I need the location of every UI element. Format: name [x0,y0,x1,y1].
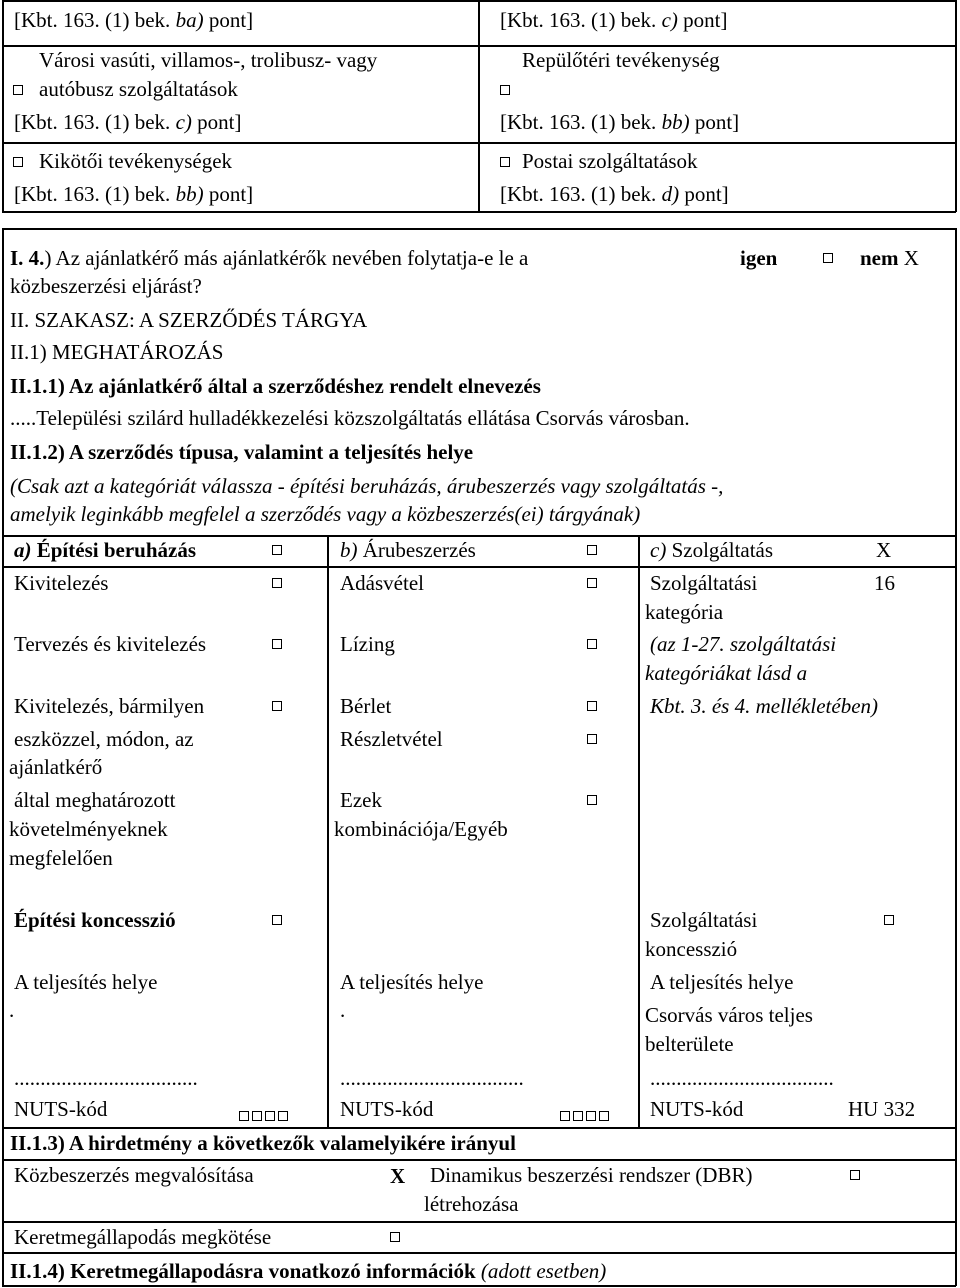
divider-line [2,1127,956,1129]
service-concession-label-cont: koncesszió [645,937,738,961]
no-mark: X [903,246,919,270]
supplies-option-checkbox[interactable] [587,795,597,805]
works-option-cont: által meghatározott [14,788,176,812]
works-concession-label: Építési koncesszió [14,908,176,932]
yes-checkbox[interactable] [823,253,833,263]
column-divider [638,535,640,1128]
column-divider [327,535,329,1128]
divider-line [2,1252,956,1254]
dbr-label-cont: létrehozása [424,1192,519,1216]
service-category-note: Kbt. 3. és 4. mellékletében) [650,694,879,718]
place-label: A teljesítés helye [650,970,794,994]
frame-right [955,0,957,212]
divider-line [2,1221,956,1223]
place-value: . [340,998,346,1022]
nuts-code-boxes[interactable] [239,1104,291,1125]
instruction-note: amelyik leginkább megfelel a szerződés vagy a közbeszerzés(ei) tárgyának) [10,502,641,526]
framework-checkbox[interactable] [390,1232,400,1242]
no-option: nem X [860,246,919,270]
supplies-option-checkbox[interactable] [587,639,597,649]
works-option: Kivitelezés, bármilyen [14,694,205,718]
place-label: A teljesítés helye [14,970,158,994]
section-heading: II. SZAKASZ: A SZERZŐDÉS TÁRGYA [10,308,368,332]
supplies-option: Ezek [340,788,382,812]
ref-line: [Kbt. 163. (1) bek. c) pont] [500,8,728,32]
divider-line [2,535,956,537]
subsection-heading: II.1.3) A hirdetmény a következők valamelyikére irányul [10,1131,516,1155]
supplies-option-checkbox[interactable] [587,734,597,744]
ref-line: [Kbt. 163. (1) bek. bb) pont] [500,110,740,134]
framework-label: Keretmegállapodás megkötése [14,1225,272,1249]
public-procurement-label: Közbeszerzés megvalósítása [14,1163,254,1187]
instruction-note: (Csak azt a kategóriát válassza - építési beruházás, árubeszerzés vagy szolgáltatás -, [10,474,724,498]
airport-label: Repülőtéri tevékenység [522,48,720,72]
dbr-checkbox[interactable] [850,1170,860,1180]
works-option-cont: ajánlatkérő [9,755,103,779]
type-works-label: a) Építési beruházás [14,538,197,562]
service-concession-label: Szolgáltatási [650,908,758,932]
postal-label: Postai szolgáltatások [522,149,698,173]
type-services-label: c) Szolgáltatás [650,538,774,562]
subsection-heading: II.1) MEGHATÁROZÁS [10,340,224,364]
service-category-note: (az 1-27. szolgáltatási [650,632,837,656]
type-supplies-checkbox[interactable] [587,545,597,555]
service-concession-checkbox[interactable] [884,915,894,925]
works-option: Kivitelezés [14,571,109,595]
nuts-label: NUTS-kód [650,1097,744,1121]
place-value-cont: belterülete [645,1032,734,1056]
supplies-option-cont: kombinációja/Egyéb [334,817,508,841]
works-concession-checkbox[interactable] [272,915,282,925]
place-label: A teljesítés helye [340,970,484,994]
ref-line: [Kbt. 163. (1) bek. c) pont] [14,110,242,134]
ref-line: [Kbt. 163. (1) bek. bb) pont] [14,182,254,206]
place-dots: ................................... [650,1066,834,1090]
urban-transport-label-1: Városi vasúti, villamos-, trolibusz- vagy [39,48,378,72]
public-procurement-mark: X [390,1164,406,1188]
works-option-checkbox[interactable] [272,578,282,588]
question-i4-cont: közbeszerzési eljárást? [10,274,202,298]
dbr-label: Dinamikus beszerzési rendszer (DBR) [430,1163,753,1187]
port-checkbox[interactable] [13,157,23,167]
nuts-label: NUTS-kód [14,1097,108,1121]
service-category-label-cont: kategória [645,600,724,624]
subsection-heading: II.1.2) A szerződés típusa, valamint a teljesítés helye [10,440,474,464]
service-category-number: 16 [874,571,895,595]
subsection-heading: II.1.1) Az ajánlatkérő által a szerződéshez rendelt elnevezés [10,374,541,398]
service-category-label: Szolgáltatási [650,571,758,595]
nuts-code-boxes[interactable] [560,1104,612,1125]
bottom-border [2,1285,956,1287]
works-option-checkbox[interactable] [272,639,282,649]
frame-left [2,0,4,212]
place-value: . [9,998,15,1022]
question-i4: I. 4.) Az ajánlatkérő más ajánlatkérők nevében folytatja-e le a [10,246,529,270]
urban-transport-checkbox[interactable] [13,85,23,95]
divider-line [2,228,956,230]
nuts-code: HU 332 [848,1097,916,1121]
type-services-mark: X [876,538,892,562]
airport-checkbox[interactable] [500,85,510,95]
place-value: Csorvás város teljes [645,1003,813,1027]
divider-line [2,566,956,568]
urban-transport-label-2: autóbusz szolgáltatások [39,77,238,101]
supplies-option: Adásvétel [340,571,424,595]
works-option-checkbox[interactable] [272,701,282,711]
supplies-option: Bérlet [340,694,392,718]
ref-line: [Kbt. 163. (1) bek. ba) pont] [14,8,254,32]
yes-label: igen [740,246,778,270]
place-dots: ................................... [14,1066,198,1090]
place-dots: ................................... [340,1066,524,1090]
ref-line: [Kbt. 163. (1) bek. d) pont] [500,182,729,206]
works-option: Tervezés és kivitelezés [14,632,207,656]
supplies-option: Lízing [340,632,395,656]
subsection-heading: II.1.4) Keretmegállapodásra vonatkozó információk (adott esetben) [10,1259,607,1283]
works-option-cont: eszközzel, módon, az [14,727,194,751]
nuts-label: NUTS-kód [340,1097,434,1121]
service-category-note: kategóriákat lásd a [645,661,808,685]
column-divider [478,0,480,212]
type-supplies-label: b) Árubeszerzés [340,538,476,562]
postal-checkbox[interactable] [500,157,510,167]
works-option-cont: megfelelően [9,846,113,870]
divider-line [2,1159,956,1161]
supplies-option: Részletvétel [340,727,443,751]
supplies-option-checkbox[interactable] [587,701,597,711]
type-works-checkbox[interactable] [272,545,282,555]
supplies-option-checkbox[interactable] [587,578,597,588]
works-option-cont: követelményeknek [9,817,168,841]
port-label: Kikötői tevékenységek [39,149,233,173]
contract-name: .....Települési szilárd hulladékkezelési közszolgáltatás ellátása Csorvás városban. [10,406,690,430]
